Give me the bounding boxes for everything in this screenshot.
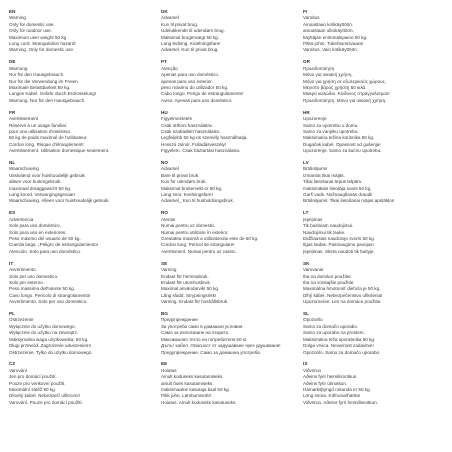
warning-heading: Opozorilo [303, 317, 323, 323]
warning-text-line: käyttäjän enimmäispaino 50 kg. [303, 34, 368, 40]
warning-text-line: Varování. Pouze pro domácí použití. [9, 399, 83, 405]
language-block [303, 9, 452, 54]
warning-text-line: Advarsel. Kun til privat brug. [161, 47, 219, 53]
warning-text-line: Dugačak kabel. Opasnost od gušenja! [303, 141, 381, 147]
language-block [9, 160, 155, 205]
language-code: LT [303, 210, 309, 216]
language-code: GR [303, 59, 311, 65]
language-code: HR [303, 109, 310, 115]
warning-text-line: Only for domestic use. [9, 21, 55, 27]
warning-text-line: Maximal användarvikt 50 kg. [161, 286, 220, 292]
warning-text-line: Didžiausias naudotojo svoris 50 kg. [303, 236, 376, 241]
warning-text-line: Cavo lungo. Pericolo di strangolamento! [9, 292, 91, 298]
warning-text-line: Samo za vanjsku upotrebu. [303, 128, 359, 134]
warning-text-line: Peso máximo del usuario de 50 kg. [9, 236, 81, 241]
language-block [161, 210, 297, 255]
warning-heading: Προειδοποίηση [303, 65, 335, 71]
language-block [9, 110, 155, 155]
warning-heading: Warnung [9, 65, 28, 71]
language-block [9, 361, 155, 406]
warning-text-line: Viðvörun. Aðeins fyrir heimilisnotkun. [303, 399, 378, 405]
language-code: IT [9, 260, 14, 266]
warning-text-line: Warnung. Nur für den Hausgebrauch. [9, 97, 86, 103]
warning-text-line: Solo para uso doméstico. [9, 223, 61, 229]
warning-text-line: Ainult koduseks kasutamiseks. [161, 374, 224, 380]
warning-text-line: Varoitus. Vain kotikäyttöön. [303, 47, 358, 53]
warning-text-line: Long cord. Strangulation hazard! [9, 41, 76, 47]
warning-text-line: Numai pentru utilizare în exterior. [161, 229, 229, 235]
warning-text-line: Lang koord. Verwurgingsgevaar! [9, 192, 76, 198]
warning-text-line: Kun til privat brug. [161, 21, 199, 27]
warning-text-line: Wyłącznie do użytku na zewnątrz. [9, 330, 79, 336]
warning-text-line: Dlhý kábel. Nebezpečenstvo uškrtenia! [303, 292, 383, 298]
warning-text-line: Μακρύ καλώδιο. Κίνδυνος στραγγαλισμού! [303, 91, 390, 97]
warning-text-line: Apenas para uso doméstico. [161, 72, 220, 78]
warning-text-line: Cordon lung. Pericol de strangulare! [161, 242, 235, 248]
warning-text-line: Legfeljebb 50 kg-os személy használhatja. [161, 135, 248, 141]
warning-heading: Advarsel [161, 166, 179, 172]
warning-text-line: Cordon long. Risque d'étranglement! [9, 141, 84, 147]
warning-text-line: Pouze pro venkovní použití. [9, 380, 66, 386]
warning-text-line: Langes Kabel. Gefahr durch Erdrosselung! [9, 91, 97, 97]
warning-text-line: Only for outdoor use. [9, 28, 52, 34]
warning-text-line: Solo per uso domestico. [9, 273, 59, 279]
warning-text-line: Atención. Solo para uso doméstico. [9, 248, 82, 254]
warning-text-line: Numai pentru uz domestic. [161, 223, 216, 229]
warning-heading: Varovanie [303, 267, 324, 273]
warning-text-line: Bare til privat bruk. [161, 172, 200, 178]
language-block [9, 210, 155, 255]
warning-text-line: Aðeins fyrir heimilisnotkun. [303, 374, 358, 380]
warning-text-line: Maksimal brukervekt er 50 kg. [161, 185, 223, 191]
warning-text-line: Ilgas laidas. Pasmaugimo pavojus! [303, 242, 374, 248]
language-code: SE [161, 260, 168, 266]
warning-heading: Viðvörun [303, 367, 322, 373]
warning-heading: Advarsel [161, 15, 179, 21]
language-code: NL [9, 160, 16, 166]
warning-text-line: Endast för hemmabruk. [161, 273, 209, 279]
language-block [303, 59, 452, 104]
warning-text-line: Nur für den Hausgebrauch. [9, 72, 65, 78]
language-code: FR [9, 109, 16, 115]
language-block [161, 261, 297, 306]
warning-text-line: Jen pro domácí použití. [9, 374, 57, 380]
warning-text-line: Maximálna hmotnosť dieťaťa je 50 kg. [303, 286, 381, 292]
language-block [303, 160, 452, 205]
warning-text-line: Iba na domáce použitie. [303, 273, 352, 279]
warning-text-line: Įspėjimas. Skirta naudoti tik buityje. [303, 248, 375, 254]
warning-text-line: Brīdinājums. Tikai lietošanai mājas apstākļos [303, 198, 395, 204]
warning-text-line: Hámarksþyngd notanda er 50 kg. [303, 387, 371, 393]
warning-text-line: Solo per esterno. [9, 279, 44, 285]
column-left [9, 9, 155, 452]
warning-text-line: Figyelem. Csak háztartási használatra. [161, 148, 241, 154]
language-block [161, 160, 297, 205]
warning-text-line: apenas para uso exterior. [161, 78, 213, 84]
warning-text-line: Максимално тегло на потребителя 50 кг. [161, 336, 248, 342]
warning-text-line: Cuerda larga. ¡Peligro de estrangulamiento! [9, 242, 99, 248]
warning-text-line: Hoiatus. Ainult koduseks kasutuseks. [161, 399, 237, 405]
warning-text-line: Ostrzeżenie. Tylko do użytku domowego. [9, 349, 93, 355]
warning-text-line: Izmantot tikai mājās. [303, 172, 345, 178]
warning-heading: Upozorenje [303, 116, 327, 122]
warning-text-line: Długi przewód. Zagrożenie uduszeniem! [9, 343, 91, 349]
language-code: DE [9, 59, 16, 65]
warning-text-line: Maksymalna waga użytkownika: 50 kg. [9, 336, 89, 342]
warning-heading: Brīdinājums [303, 166, 328, 172]
warning-text-line: Garš vads. Nožņaugšanās draudi! [303, 192, 373, 198]
language-block [303, 261, 452, 306]
language-block [161, 361, 297, 406]
language-code: EE [161, 361, 168, 367]
warning-text-line: Peso massimo dell'utente 50 kg. [9, 286, 75, 292]
warning-heading: Atenção [161, 65, 178, 71]
language-block [161, 9, 297, 54]
warning-text-line: Cabo longo. Perigo de estrangulamento! [161, 91, 244, 97]
warning-heading: Warning [9, 15, 26, 21]
warning-text-line: За употреба само в домашни условия. [161, 323, 244, 329]
language-block [161, 311, 297, 356]
warning-text-line: Csak otthoni használatra. [161, 122, 213, 128]
warning-heading: Hoiatus [161, 367, 177, 373]
warning-text-line: Μέγιστο βάρος χρήστη 50 κιλά. [303, 84, 367, 90]
warning-text-line: Dolga vrvica. Nevarnost zadavitve! [303, 343, 374, 349]
language-code: SK [303, 260, 310, 266]
warning-text-line: Tikai lietošanai ārpus telpām. [303, 179, 363, 185]
language-block [9, 59, 155, 104]
warning-text-line: Avertisment. Numai pentru uz casnic. [161, 248, 237, 254]
warning-text-line: Iba na vonkajšie použitie. [303, 279, 355, 285]
warning-heading: Waarschuwing [9, 166, 39, 172]
warning-text-line: Wyłącznie do użytku domowego. [9, 323, 76, 329]
warning-heading: Figyelmeztetés [161, 116, 192, 122]
warning-text-line: Samo za upotrebu u domu. [303, 122, 359, 128]
warning-text-line: Maksimalna težina korisnika 50 kg. [303, 135, 375, 141]
warning-text-line: Réservé à un usage familial. [9, 122, 67, 128]
language-block [161, 110, 297, 155]
warning-text-line: Avvertimento. Solo per uso domestico. [9, 299, 88, 305]
warning-heading: Advertencia [9, 216, 34, 222]
warning-heading: Avvertimento [9, 267, 36, 273]
warning-text-line: Dlouhý kabel. Nebezpečí uškrcení! [9, 393, 80, 399]
warning-text-line: Warning. Only for domestic use. [9, 47, 75, 53]
warning-text-line: Maximum user weight 50 kg. [9, 34, 68, 40]
warning-heading: Avertissement [9, 116, 39, 122]
warning-text-line: pour une utilisation d'extérieur. [9, 128, 72, 134]
warning-text-line: Endast för utomhusbruk. [161, 279, 212, 285]
language-block [9, 311, 155, 356]
warning-text-line: Csak szabadtéri használatra. [161, 128, 221, 134]
language-code: PT [161, 59, 168, 65]
warning-heading: Ostrzeżenie [9, 317, 34, 323]
warning-text-line: Lang snor. Kvelningsfare! [161, 192, 213, 198]
language-code: EN [9, 9, 16, 14]
warning-heading: Предупреждение [161, 317, 198, 323]
language-code: DK [161, 9, 168, 14]
language-block [9, 9, 155, 54]
language-code: SL [303, 311, 310, 317]
warning-text-line: Μόνο για οικιακή χρήση. [303, 72, 353, 78]
language-block [303, 110, 452, 155]
warning-text-line: peso máximo do utilizador 50 kg. [161, 84, 229, 90]
warning-text-line: Pikk juhe. Lämbumisoht! [161, 393, 212, 399]
warning-text-line: Udelukkende til udendørs brug. [161, 28, 225, 34]
language-code: CZ [9, 361, 16, 367]
language-block [9, 261, 155, 306]
language-block [303, 361, 452, 406]
language-block [303, 311, 452, 356]
warning-text-line: Kun for utendørs bruk. [161, 179, 207, 185]
column-right [303, 9, 452, 452]
warning-text-line: Uitsluitend voor huishoudelijk gebruik [9, 172, 85, 178]
language-code: HU [161, 109, 168, 115]
warning-text-line: Advarsel_ Kun til husholdningsbruk. [161, 198, 235, 204]
warning-text-line: Avertissement. Utilisation domestique seulement. [9, 148, 110, 154]
warning-text-line: Lang ledning. Kvælningsfare! [161, 41, 221, 47]
warning-text-line: Μόνο για χρήση σε εξωτερικούς χώρους. [303, 78, 387, 84]
column-middle [161, 9, 297, 452]
warning-text-line: Aviso. Apenas para uso doméstico. [161, 97, 233, 103]
warning-text-line: Aðeins fyrir útinotkun. [303, 380, 348, 386]
warning-text-line: Samo za uporabo na prostem. [303, 330, 365, 336]
warning-heading: Varning [161, 267, 177, 273]
warning-text-line: Само за използване на открито. [161, 330, 230, 336]
warning-text-line: Varning. Endast för hushållsbruk. [161, 299, 229, 305]
warning-text-line: Дълъг кабел. Опасност от задушаване чрез удушаване! [161, 343, 281, 349]
language-block [303, 210, 452, 255]
warning-text-line: Naudojimui tik lauke. [303, 229, 346, 235]
language-code: LV [303, 160, 309, 166]
language-code: IS [303, 361, 308, 367]
warning-text-line: ainoastaan ulkokäyttöön. [303, 28, 354, 34]
language-code: ES [9, 210, 16, 216]
language-code: RO [161, 210, 169, 216]
warning-text-line: Upozornenie: Len na domáce použitie. [303, 299, 382, 305]
warning-text-line: Ainoastaan kotikäyttöön. [303, 21, 354, 27]
warning-text-line: Предупреждение. Само за домашна употреба. [161, 349, 261, 355]
warning-text-line: Maksimalna teža uporabnika 50 kg. [303, 336, 376, 342]
warning-text-line: Waarschuwing. Alleen voor huishoudelijk gebruik. [9, 198, 110, 204]
warning-text-line: Maksimal brugervægt 50 kg. [161, 34, 219, 40]
warning-text-line: Προειδοποίηση. Μόνο για οικιακή χρήση. [303, 97, 387, 103]
language-code: BG [161, 311, 169, 317]
warning-text-line: ainult õues kasutamiseks. [161, 380, 214, 386]
warning-heading: Įspėjimas [303, 216, 323, 222]
warning-text-line: maksimaalne kasutaja kaal 50 kg. [161, 387, 230, 393]
warning-text-line: Solo para uso en exteriores. [9, 229, 67, 235]
warning-text-line: maksimālais lietotāja svars 50 kg. [303, 185, 372, 191]
warning-text-line: Pitkä johto. Tukehtumisvaara! [303, 41, 364, 47]
warning-text-line: Hosszú zsinór. Fulladásveszély! [161, 141, 227, 147]
warning-heading: Varoitus [303, 15, 320, 21]
warning-text-line: maximaal draaggewicht 50 kg. [9, 185, 72, 191]
warning-text-line: Tik buitiniam naudojimui. [303, 223, 354, 229]
warning-text-line: Nur für die Verwendung im Freien. [9, 78, 79, 84]
language-code: NO [161, 160, 169, 166]
language-code: PL [9, 311, 16, 317]
language-block [161, 59, 297, 104]
warning-text-line: Opozorilo. Samo za domačo uporabo. [303, 349, 381, 355]
warning-text-line: Greutatea maximă a utilizatorului este de 50 kg. [161, 236, 259, 241]
warning-heading: Atenție [161, 216, 176, 222]
warning-text-line: Samo za domačo uporabo. [303, 323, 359, 329]
warning-text-line: Löng snúra. Köfnunarhætta! [303, 393, 361, 399]
warning-text-line: alleen voor buitengebruik. [9, 179, 62, 185]
warning-heading: Varování [9, 367, 28, 373]
warning-text-line: Upozorenje. Samo za kućnu upotrebu. [303, 148, 382, 154]
warning-text-line: Maximale Belastbarkeit 50 kg. [9, 84, 71, 90]
warning-text-line: Lång sladd. Strypningsrisk! [161, 292, 217, 298]
warning-text-line: Maximální zátěž 50 kg. [9, 387, 56, 393]
warning-text-line: 50 kg de poids maximal de l'utilisateur. [9, 135, 88, 141]
language-code: FI [303, 9, 308, 14]
